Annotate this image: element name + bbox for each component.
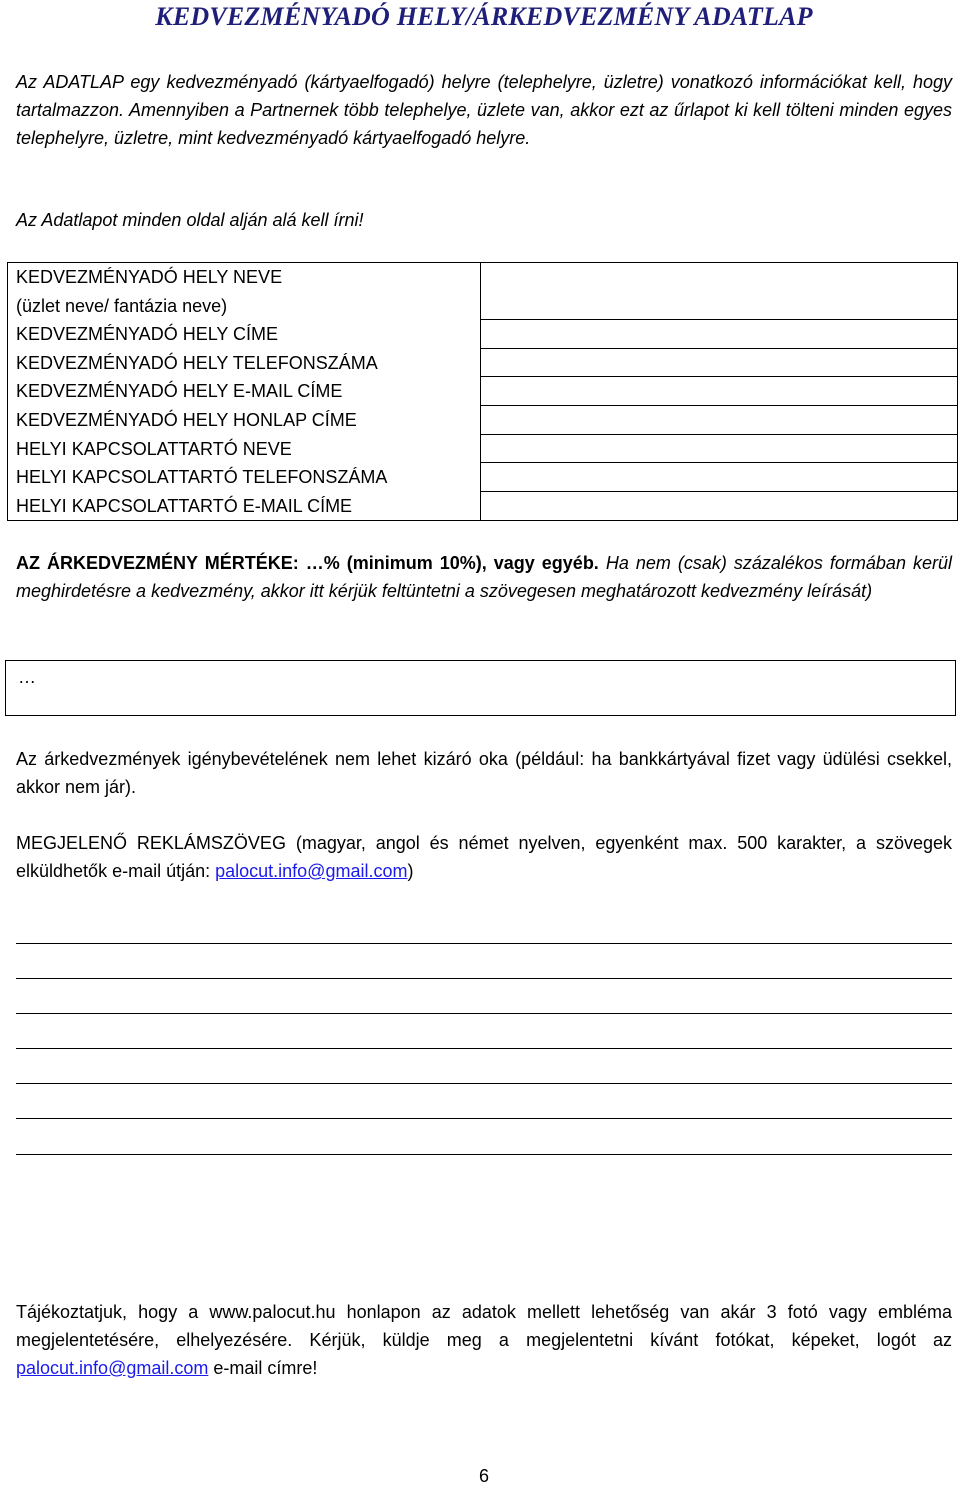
details-form-table	[7, 262, 958, 521]
field-label-contact-email: HELYI KAPCSOLATTARTÓ E-MAIL CÍME	[16, 495, 353, 516]
discount-heading: AZ ÁRKEDVEZMÉNY MÉRTÉKE: …% (minimum 10%), vagy egyéb.	[16, 553, 599, 573]
phone-input-cell[interactable]	[481, 349, 957, 378]
photo-info-paragraph	[16, 1298, 952, 1382]
discount-paragraph	[16, 549, 952, 605]
ad-text-line[interactable]	[16, 1048, 952, 1049]
ad-text-line[interactable]	[16, 1118, 952, 1119]
contact-email-input-cell[interactable]	[481, 492, 957, 521]
signature-note: Az Adatlapot minden oldal alján alá kell írni!	[16, 210, 364, 230]
field-values-column	[481, 263, 958, 521]
address-input-cell[interactable]	[481, 320, 957, 349]
field-label-website: KEDVEZMÉNYADÓ HELY HONLAP CÍME	[16, 409, 357, 430]
field-label-email: KEDVEZMÉNYADÓ HELY E-MAIL CÍME	[16, 381, 343, 402]
email-link[interactable]: palocut.info@gmail.com	[215, 861, 408, 881]
discount-instruction: Ha nem (csak) százalékos formában kerül meghirdetésre a kedvezmény, akkor itt kérjük feltüntetni a szövegesen meghatározott kedvezmény leírását)	[16, 553, 952, 601]
field-label-contact-name: HELYI KAPCSOLATTARTÓ NEVE	[16, 438, 292, 459]
ad-text-line[interactable]	[16, 943, 952, 944]
ad-text-paragraph	[16, 829, 952, 885]
field-label-contact-phone: HELYI KAPCSOLATTARTÓ TELEFONSZÁMA	[16, 467, 388, 488]
photo-info-close: e-mail címre!	[208, 1358, 318, 1378]
contact-name-input-cell[interactable]	[481, 435, 957, 464]
contact-phone-input-cell[interactable]	[481, 463, 957, 492]
intro-paragraph: Az ADATLAP egy kedvezményadó (kártyaelfogadó) helyre (telephelyre, üzletre) vonatkozó információkat kell, hogy tartalmazzon. Amennyiben a Partnernek több telephelye, üzlete van, akkor ezt az űrlapot ki kell tölteni minden egyes telephelyre, üzletre, mint kedvezményadó kártyaelfogadó helyre.	[16, 72, 952, 148]
ad-text-line[interactable]	[16, 978, 952, 979]
field-label-name: KEDVEZMÉNYADÓ HELY NEVE	[16, 267, 283, 287]
field-label-phone: KEDVEZMÉNYADÓ HELY TELEFONSZÁMA	[16, 352, 378, 373]
page-number: 6	[478, 1466, 489, 1486]
exclusion-note: Az árkedvezmények igénybevételének nem lehet kizáró oka (például: ha bankkártyával fizet vagy üdülési csekkel, akkor nem jár).	[16, 749, 952, 797]
email-input-cell[interactable]	[481, 377, 957, 406]
ad-text-line[interactable]	[16, 1083, 952, 1084]
ad-text-label: MEGJELENŐ REKLÁMSZÖVEG (magyar, angol és német nyelven, egyenként max. 500 karakter, a szövegek elküldhetők e-mail útján:	[16, 833, 952, 881]
photo-info-text: Tájékoztatjuk, hogy a www.palocut.hu honlapon az adatok mellett lehetőség van akár 3 fotó vagy embléma megjelentetésére, elhelyezésére. Kérjük, küldje meg a megjelentetni kívánt fotókat, képeket, logót az	[16, 1302, 952, 1350]
ad-text-line[interactable]	[16, 1154, 952, 1155]
ad-text-close: )	[407, 861, 414, 881]
name-input-cell[interactable]	[481, 263, 957, 320]
field-labels-column	[8, 263, 481, 521]
field-label-address: KEDVEZMÉNYADÓ HELY CÍME	[16, 324, 279, 345]
field-label-name-note: (üzlet neve/ fantázia neve)	[16, 295, 228, 316]
discount-description-box[interactable]: …	[5, 660, 956, 716]
page-title: KEDVEZMÉNYADÓ HELY/ÁRKEDVEZMÉNY ADATLAP	[155, 2, 813, 31]
website-input-cell[interactable]	[481, 406, 957, 435]
ad-text-line[interactable]	[16, 1013, 952, 1014]
email-link[interactable]: palocut.info@gmail.com	[16, 1358, 209, 1378]
